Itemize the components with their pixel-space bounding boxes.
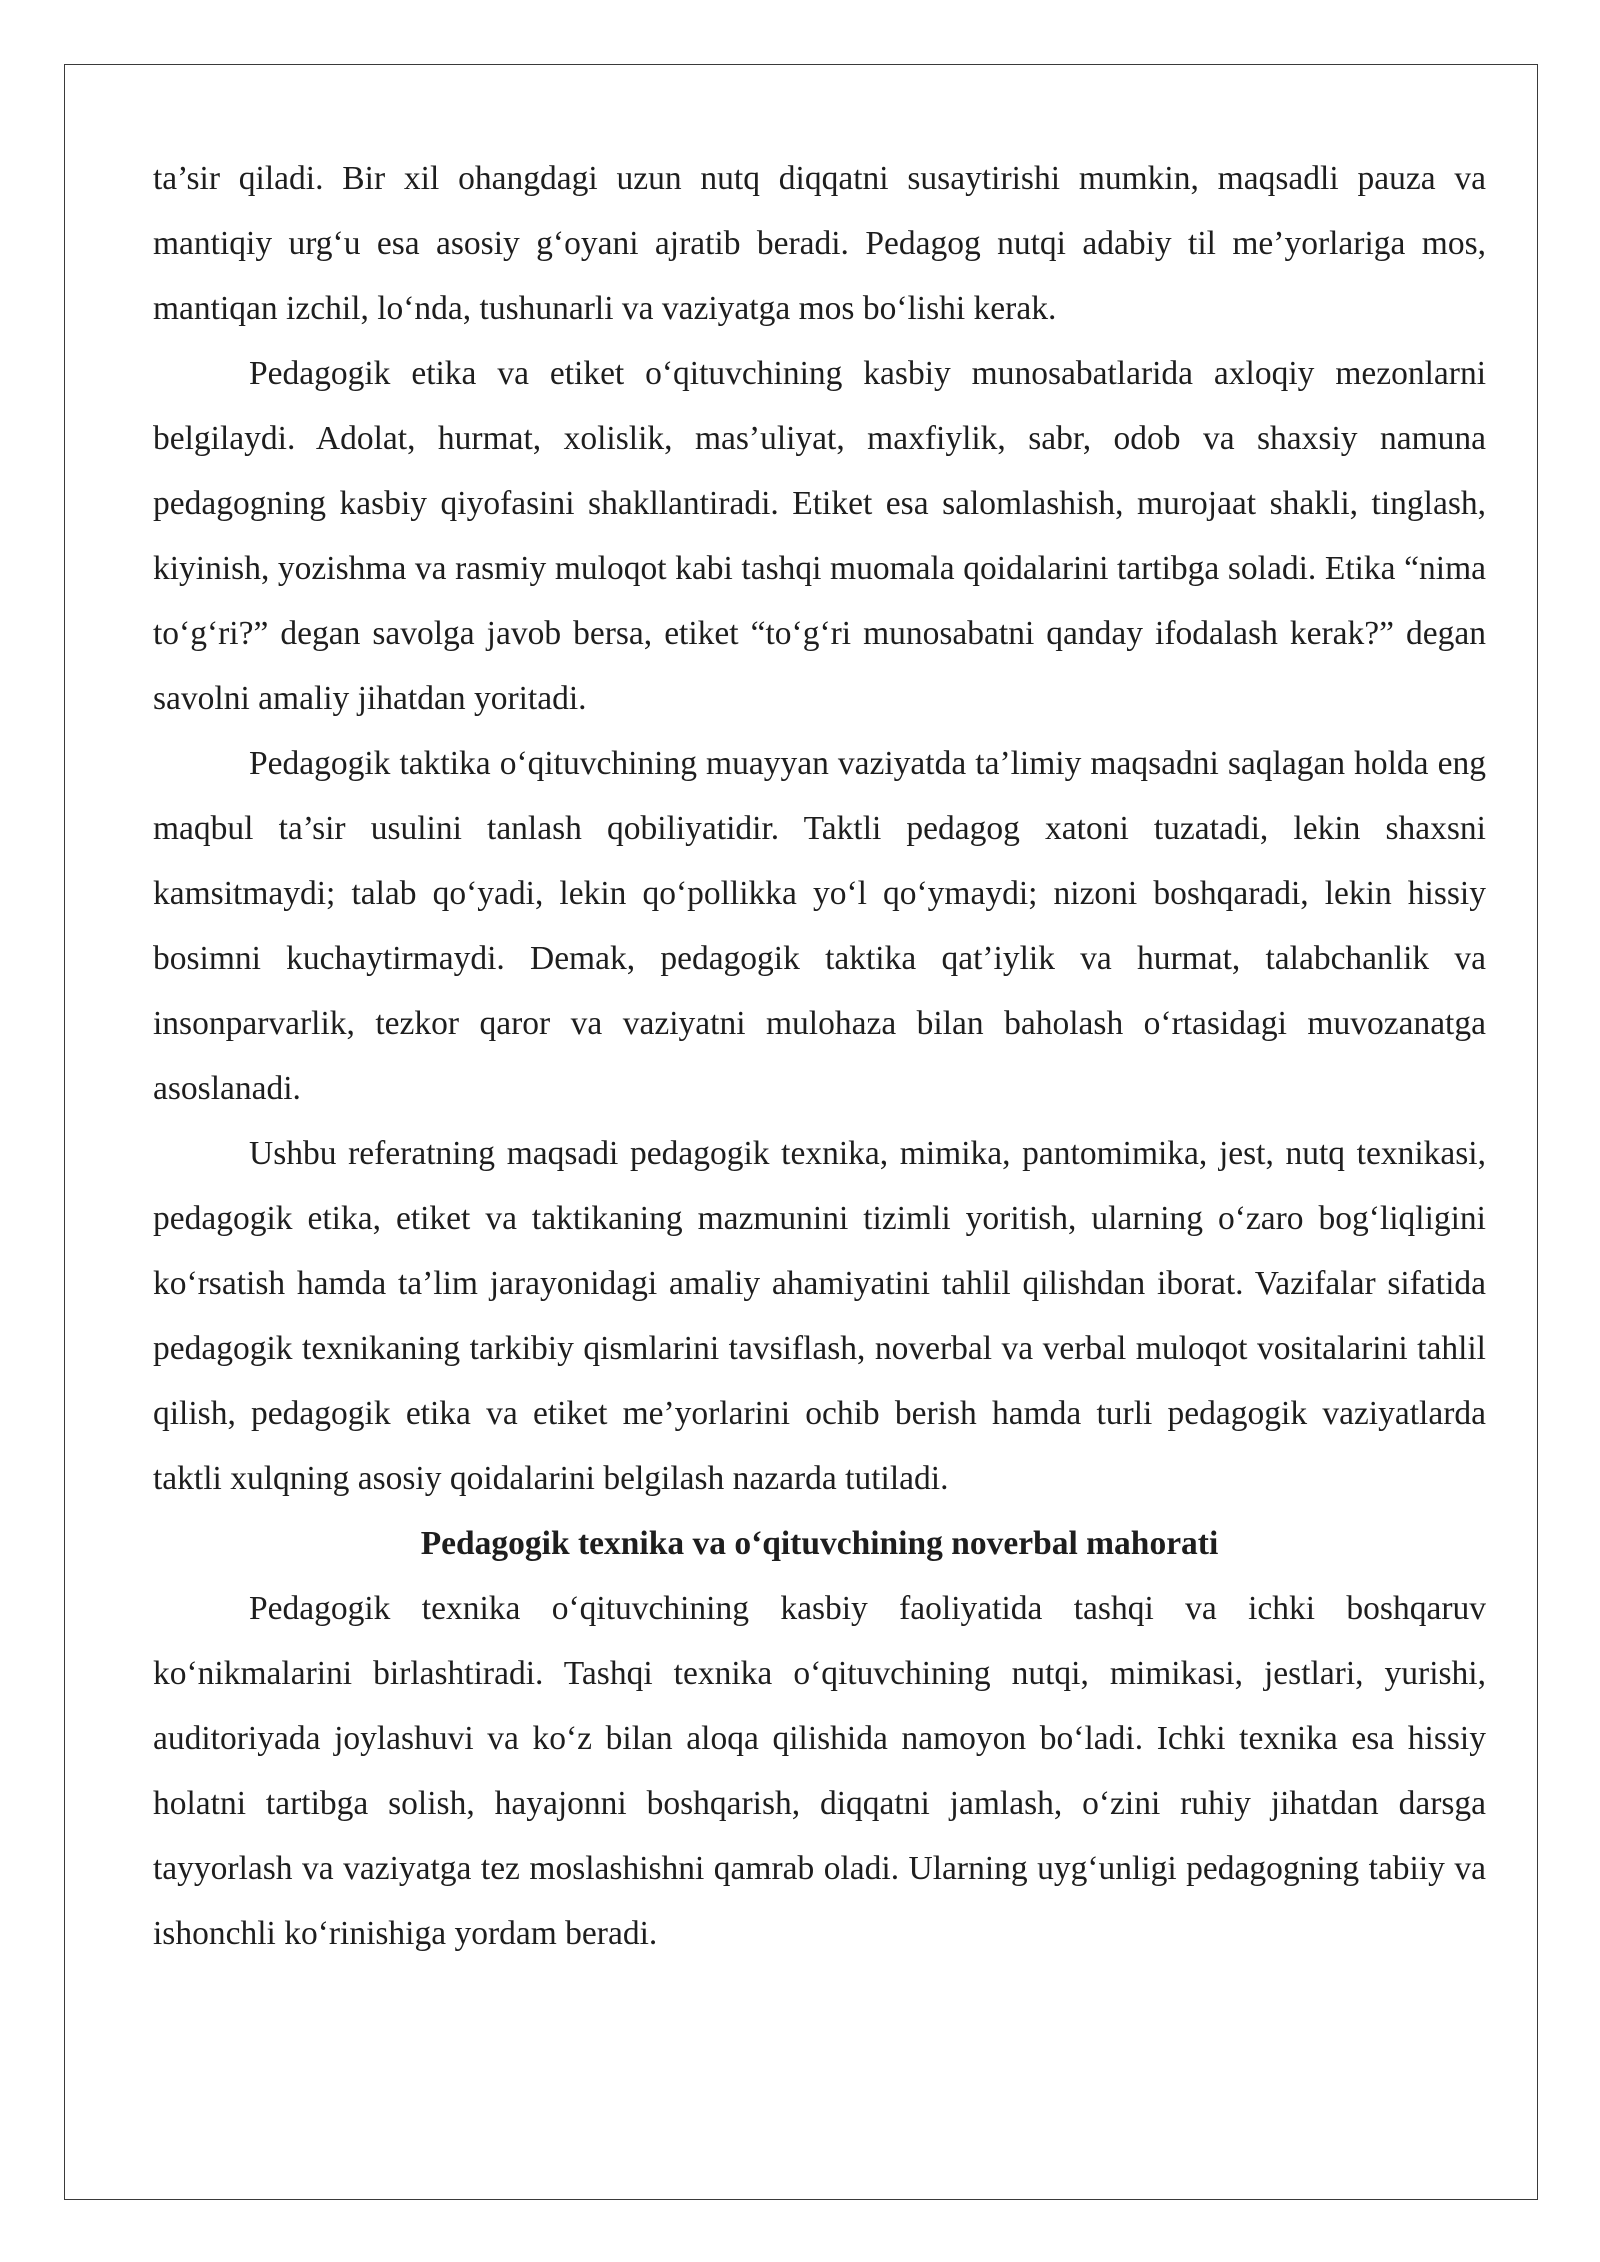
paragraph-maqsad: Ushbu referatning maqsadi pedagogik texnika, mimika, pantomimika, jest, nutq texnikasi, pedagogik etika, etiket va taktikaning mazmunini tizimli yoritish, ularning o‘zaro bog‘liqligini ko‘rsatish hamda ta’lim jarayonidagi amaliy ahamiyatini tahlil qilishdan iborat. Vazifalar sifatida pedagogik texnikaning tarkibiy qismlarini tavsiflash, noverbal va verbal muloqot vositalarini tahlil qilish, pedagogik etika va etiket me’yorlarini ochib berish hamda turli pedagogik vaziyatlarda taktli xulqning asosiy qoidalarini belgilash nazarda tutiladi.	[153, 1135, 1486, 1497]
paragraph-taktika: Pedagogik taktika o‘qituvchining muayyan vaziyatda ta’limiy maqsadni saqlagan holda eng maqbul ta’sir usulini tanlash qobiliyatidir. Taktli pedagog xatoni tuzatadi, lekin shaxsni kamsitmaydi; talab qo‘yadi, lekin qo‘pollikka yo‘l qo‘ymaydi; nizoni boshqaradi, lekin hissiy bosimni kuchaytirmaydi. Demak, pedagogik taktika qat’iylik va hurmat, talabchanlik va insonparvarlik, tezkor qaror va vaziyatni mulohaza bilan baholash o‘rtasidagi muvozanatga asoslanadi.	[153, 745, 1486, 1107]
paragraph-etika-etiket: Pedagogik etika va etiket o‘qituvchining kasbiy munosabatlarida axloqiy mezonlarni belgilaydi. Adolat, hurmat, xolislik, mas’uliyat, maxfiylik, sabr, odob va shaxsiy namuna pedagogning kasbiy qiyofasini shakllantiradi. Etiket esa salomlashish, murojaat shakli, tinglash, kiyinish, yozishma va rasmiy muloqot kabi tashqi muomala qoidalarini tartibga soladi. Etika “nima to‘g‘ri?” degan savolga javob bersa, etiket “to‘g‘ri munosabatni qanday ifodalash kerak?” degan savolni amaliy jihatdan yoritadi.	[153, 355, 1486, 717]
paragraph-continuation: ta’sir qiladi. Bir xil ohangdagi uzun nutq diqqatni susaytirishi mumkin, maqsadli pauza va mantiqiy urg‘u esa asosiy g‘oyani ajratib beradi. Pedagog nutqi adabiy til me’yorlariga mos, mantiqan izchil, lo‘nda, tushunarli va vaziyatga mos bo‘lishi kerak.	[153, 160, 1486, 327]
document-body	[153, 146, 1486, 1966]
paragraph-texnika: Pedagogik texnika o‘qituvchining kasbiy faoliyatida tashqi va ichki boshqaruv ko‘nikmalarini birlashtiradi. Tashqi texnika o‘qituvchining nutqi, mimikasi, jestlari, yurishi, auditoriyada joylashuvi va ko‘z bilan aloqa qilishida namoyon bo‘ladi. Ichki texnika esa hissiy holatni tartibga solish, hayajonni boshqarish, diqqatni jamlash, o‘zini ruhiy jihatdan darsga tayyorlash va vaziyatga tez moslashishni qamrab oladi. Ularning uyg‘unligi pedagogning tabiiy va ishonchli ko‘rinishiga yordam beradi.	[153, 1590, 1486, 1952]
section-heading: Pedagogik texnika va o‘qituvchining noverbal mahorati	[420, 1525, 1219, 1562]
